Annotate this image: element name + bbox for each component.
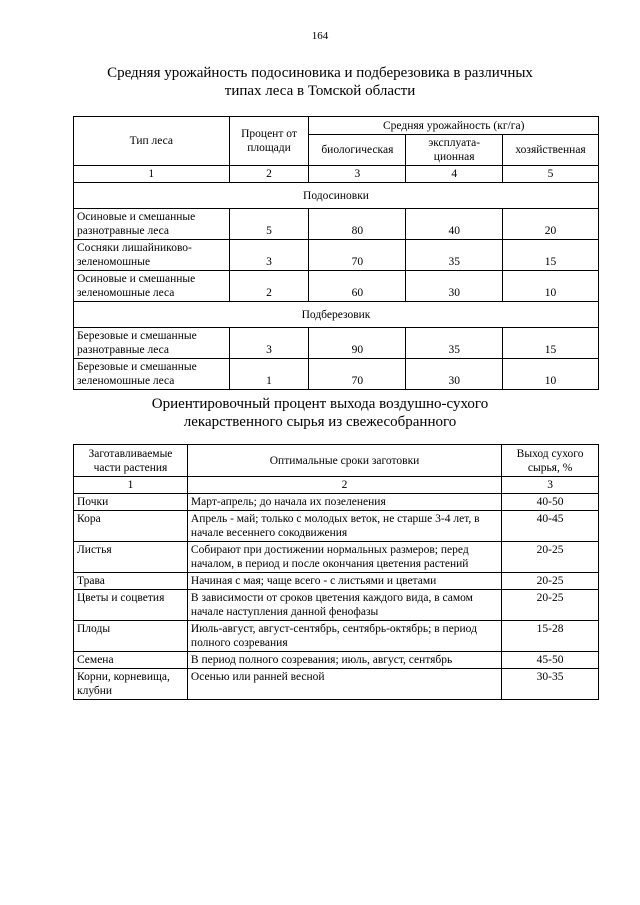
yield-cell: 40-50	[502, 494, 599, 511]
forest-type-cell: Осиновые и смешанные разнотравные леса	[74, 209, 230, 240]
table2-title-line1: Ориентировочный процент выхода воздушно-сухого	[151, 396, 489, 412]
table-row	[74, 542, 599, 573]
forest-type-cell: Сосняки лишайниково-зеленомошные	[74, 240, 230, 271]
expl-cell: 30	[406, 271, 503, 302]
table-row	[74, 652, 599, 669]
table1-title	[0, 64, 640, 100]
header-biological: биологическая	[309, 135, 406, 166]
header-terms: Оптимальные сроки заготовки	[187, 445, 501, 477]
table2-title	[0, 395, 640, 431]
header-forest-type: Тип леса	[74, 117, 230, 166]
percent-cell: 2	[229, 271, 309, 302]
col-number: 3	[502, 477, 599, 494]
table1-title-line1: Средняя урожайность подосиновика и подберезовика в различных	[107, 65, 533, 81]
col-number: 2	[229, 166, 309, 183]
table-row	[74, 590, 599, 621]
col-number: 1	[74, 166, 230, 183]
table-row	[74, 573, 599, 590]
page-number: 164	[311, 30, 329, 42]
yield-cell: 20-25	[502, 542, 599, 573]
part-cell: Корни, корневища, клубни	[74, 669, 188, 700]
econ-cell: 15	[503, 240, 599, 271]
expl-cell: 30	[406, 359, 503, 390]
yield-cell: 20-25	[502, 590, 599, 621]
col-number: 2	[187, 477, 501, 494]
table2-title-line2: лекарственного сырья из свежесобранного	[183, 414, 457, 430]
percent-cell: 1	[229, 359, 309, 390]
percent-cell: 5	[229, 209, 309, 240]
term-cell: Начиная с мая; чаще всего - с листьями и цветами	[187, 573, 501, 590]
econ-cell: 10	[503, 359, 599, 390]
expl-cell: 35	[406, 240, 503, 271]
table-row	[74, 240, 599, 271]
header-exploitation: эксплуата-ционная	[406, 135, 503, 166]
table-row	[74, 359, 599, 390]
header-area-percent: Процент от площади	[229, 117, 309, 166]
col-number: 3	[309, 166, 406, 183]
bio-cell: 90	[309, 328, 406, 359]
yield-cell: 30-35	[502, 669, 599, 700]
header-economic: хозяйственная	[503, 135, 599, 166]
group-header: Подосиновки	[74, 183, 599, 209]
yield-cell: 40-45	[502, 511, 599, 542]
econ-cell: 15	[503, 328, 599, 359]
term-cell: Осенью или ранней весной	[187, 669, 501, 700]
bio-cell: 70	[309, 359, 406, 390]
yield-cell: 20-25	[502, 573, 599, 590]
part-cell: Кора	[74, 511, 188, 542]
header-yield: Выход сухого сырья, %	[502, 445, 599, 477]
econ-cell: 10	[503, 271, 599, 302]
mushroom-yield-table	[73, 116, 599, 390]
group-header: Подберезовик	[74, 302, 599, 328]
table-row	[74, 328, 599, 359]
table-row	[74, 511, 599, 542]
term-cell: В зависимости от сроков цветения каждого вида, в самом начале наступления данной фенофазы	[187, 590, 501, 621]
expl-cell: 35	[406, 328, 503, 359]
part-cell: Листья	[74, 542, 188, 573]
expl-cell: 40	[406, 209, 503, 240]
bio-cell: 60	[309, 271, 406, 302]
forest-type-cell: Осиновые и смешанные зеленомошные леса	[74, 271, 230, 302]
part-cell: Почки	[74, 494, 188, 511]
percent-cell: 3	[229, 240, 309, 271]
table-row	[74, 209, 599, 240]
table-row	[74, 621, 599, 652]
bio-cell: 80	[309, 209, 406, 240]
header-parts: Заготавливаемые части растения	[74, 445, 188, 477]
table-row	[74, 271, 599, 302]
part-cell: Плоды	[74, 621, 188, 652]
bio-cell: 70	[309, 240, 406, 271]
part-cell: Трава	[74, 573, 188, 590]
part-cell: Семена	[74, 652, 188, 669]
term-cell: Апрель - май; только с молодых веток, не старше 3-4 лет, в начале весеннего сокодвижения	[187, 511, 501, 542]
table-row	[74, 494, 599, 511]
part-cell: Цветы и соцветия	[74, 590, 188, 621]
econ-cell: 20	[503, 209, 599, 240]
term-cell: Июль-август, август-сентябрь, сентябрь-октябрь; в период полного созревания	[187, 621, 501, 652]
table1-title-line2: типах леса в Томской области	[224, 83, 416, 99]
term-cell: Собирают при достижении нормальных размеров; перед началом, в период и после окончания цветения растений	[187, 542, 501, 573]
col-number: 4	[406, 166, 503, 183]
forest-type-cell: Березовые и смешанные зеленомошные леса	[74, 359, 230, 390]
header-avg-yield: Средняя урожайность (кг/га)	[309, 117, 599, 135]
term-cell: Март-апрель; до начала их позеленения	[187, 494, 501, 511]
yield-cell: 45-50	[502, 652, 599, 669]
raw-material-yield-table	[73, 444, 599, 700]
table-row	[74, 669, 599, 700]
term-cell: В период полного созревания; июль, август, сентябрь	[187, 652, 501, 669]
yield-cell: 15-28	[502, 621, 599, 652]
percent-cell: 3	[229, 328, 309, 359]
forest-type-cell: Березовые и смешанные разнотравные леса	[74, 328, 230, 359]
col-number: 1	[74, 477, 188, 494]
col-number: 5	[503, 166, 599, 183]
